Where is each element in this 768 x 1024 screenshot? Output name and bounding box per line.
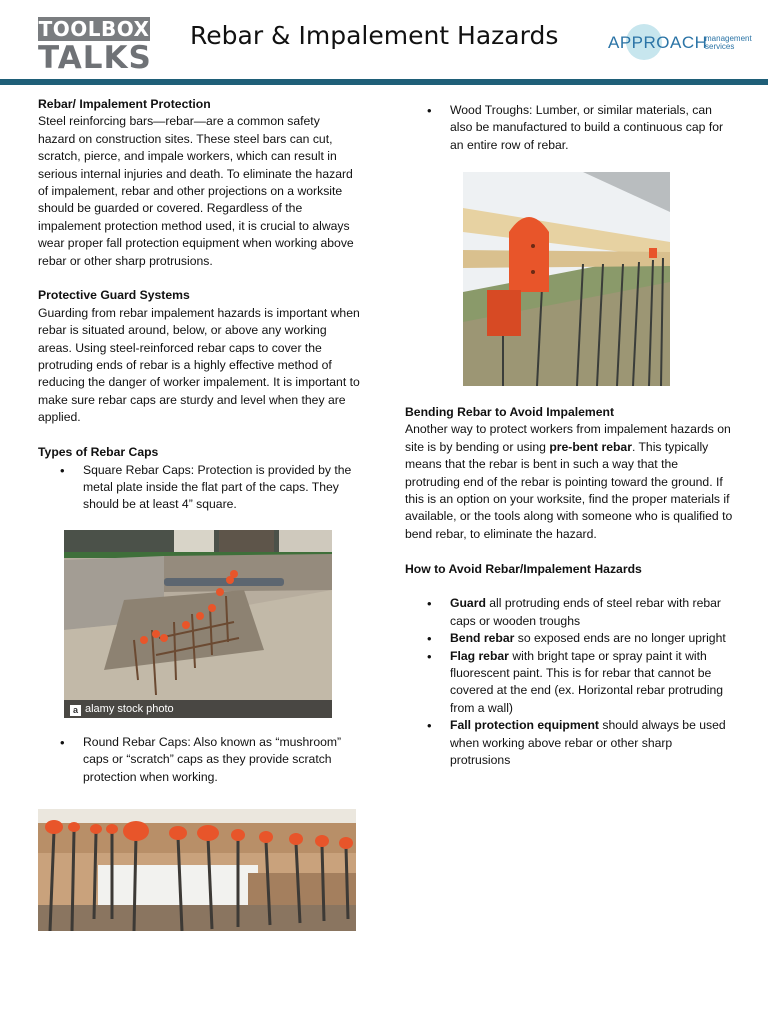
section-heading-cap-types: Types of Rebar Caps	[38, 445, 159, 460]
cap-types-list-square	[38, 462, 360, 514]
section-heading-protection: Rebar/ Impalement Protection	[38, 97, 211, 111]
photo-watermark	[64, 700, 332, 718]
list-item-tip: • Fall protection equipment should always be used when working above rebar or other sharp protrusions	[405, 717, 735, 769]
approach-logo	[606, 24, 756, 64]
list-item-tip: • Flag rebar with bright tape or spray paint it with fluorescent paint. This is for rebar that cannot be covered at the end (ex. Horizontal rebar protruding from a wall)	[405, 648, 735, 718]
list-item-wood-troughs: • Wood Troughs: Lumber, or similar materials, can also be manufactured to build a continuous cap for an entire row of rebar.	[405, 102, 735, 154]
section-heading-avoid: How to Avoid Rebar/Impalement Hazards	[405, 561, 642, 576]
section-body-protection: Steel reinforcing bars—rebar—are a common safety hazard on construction sites. These steel bars can cut, scratch, pierce, and impale workers, which can result in serious internal injuries and death. To eliminate the hazard of impalement, rebar and other projections on a worksite should be guarded or covered. Regardless of the impalement protection method used, it is crucial to always wear proper fall protection equipment when working above rebar or other sharp protrusions.	[38, 114, 354, 268]
brand-subtitle: management services	[705, 34, 752, 51]
photo-round-rebar-caps	[38, 809, 356, 931]
right-column-top	[405, 102, 735, 154]
brand-name: APPROACH	[608, 33, 708, 52]
photo-square-rebar-caps	[64, 530, 332, 718]
list-item-square-caps: • Square Rebar Caps: Protection is provided by the metal plate inside the flat part of the caps. They should be at least 4” square.	[38, 462, 360, 514]
section-body-guard-systems: Guarding from rebar impalement hazards is important when rebar is situated around, below, or above any working areas. Using steel-reinforced rebar caps to cover the protruding ends of rebar is a highly effective method of reducing the danger of worker impalement. It is important to make sure rebar caps are sturdy and level when they are applied.	[38, 305, 360, 425]
logo-line-1: TOOLBOX	[38, 17, 150, 41]
section-heading-guard-systems: Protective Guard Systems	[38, 288, 190, 303]
cap-types-list-round-block	[38, 734, 360, 786]
watermark-logo-icon: a	[70, 705, 81, 716]
photo-wood-trough-image	[463, 172, 670, 386]
list-item-tip: • Bend rebar so exposed ends are no longer upright	[405, 630, 735, 647]
cap-types-list-wood	[405, 102, 735, 154]
photo-wood-trough	[463, 172, 670, 386]
left-column	[38, 96, 360, 514]
logo-line-2: TALKS	[38, 40, 152, 76]
photo-round-rebar-caps-image	[38, 809, 356, 931]
toolbox-talks-logo	[38, 17, 150, 75]
header-divider	[0, 79, 768, 85]
watermark-text: alamy stock photo	[85, 703, 174, 715]
list-item-round-caps: • Round Rebar Caps: Also known as “mushroom” caps or “scratch” caps as they provide scratch protection when working.	[38, 734, 360, 786]
page-title: Rebar & Impalement Hazards	[190, 21, 559, 50]
right-column-bottom	[405, 404, 735, 770]
list-item-tip: • Guard all protruding ends of steel rebar with rebar caps or wooden troughs	[405, 595, 735, 630]
photo-square-rebar-caps-image	[64, 530, 332, 718]
page-header	[0, 0, 768, 86]
avoid-tips-list	[405, 595, 735, 769]
section-body-bending: Another way to protect workers from impalement hazards on site is by bending or using pre-bent rebar. This typically means that the rebar is bent in such a way that the protruding end of the rebar is pointing toward the ground. If this is an option on your worksite, find the proper materials if available, or the tools along with someone who is qualified to bend rebar, to eliminate the hazard.	[405, 422, 733, 541]
section-heading-bending: Bending Rebar to Avoid Impalement	[405, 405, 615, 419]
cap-types-list-round	[38, 734, 360, 786]
